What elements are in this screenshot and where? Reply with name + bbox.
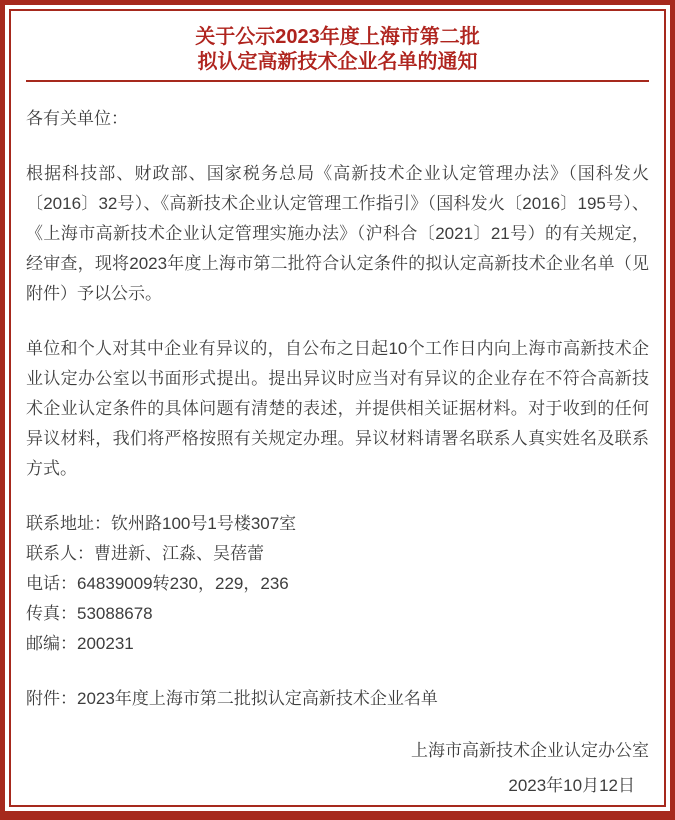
paragraph-basis: 根据科技部、财政部、国家税务总局《高新技术企业认定管理办法》（国科发火〔2016〕32号）、《高新技术企业认定管理工作指引》（国科发火〔2016〕195号）、《上海市高新技术企业认定管理实施办法》（沪科合〔2021〕21号）的有关规定，经审查，现将2023年度上海市第二批符合认定条件的拟认定高新技术企业名单（见附件）予以公示。 bbox=[26, 164, 649, 303]
contact-phone: 电话：64839009转230，229，236 bbox=[26, 574, 289, 593]
contact-block bbox=[26, 509, 649, 659]
contact-address: 联系地址：钦州路100号1号楼307室 bbox=[26, 514, 297, 533]
signature-block bbox=[26, 736, 649, 801]
contact-postcode: 邮编：200231 bbox=[26, 634, 134, 653]
notice-title bbox=[26, 25, 649, 82]
signature-date: 2023年10月12日 bbox=[508, 776, 635, 795]
notice-title-line1: 关于公示2023年度上海市第二批 bbox=[195, 26, 480, 48]
salutation: 各有关单位： bbox=[26, 109, 128, 128]
contact-fax: 传真：53088678 bbox=[26, 604, 153, 623]
document-inner-border bbox=[9, 9, 666, 807]
attachment-line: 附件：2023年度上海市第二批拟认定高新技术企业名单 bbox=[26, 689, 438, 708]
notice-body bbox=[26, 104, 649, 801]
notice-title-line2: 拟认定高新技术企业名单的通知 bbox=[197, 51, 478, 73]
paragraph-objection: 单位和个人对其中企业有异议的，自公布之日起10个工作日内向上海市高新技术企业认定办公室以书面形式提出。提出异议时应当对有异议的企业存在不符合高新技术企业认定条件的具体问题有清楚的表述，并提供相关证据材料。对于收到的任何异议材料，我们将严格按照有关规定办理。异议材料请署名联系人真实姓名及联系方式。 bbox=[26, 339, 649, 478]
contact-persons: 联系人：曹进新、江淼、吴蓓蕾 bbox=[26, 544, 264, 563]
signature-office: 上海市高新技术企业认定办公室 bbox=[411, 741, 649, 760]
